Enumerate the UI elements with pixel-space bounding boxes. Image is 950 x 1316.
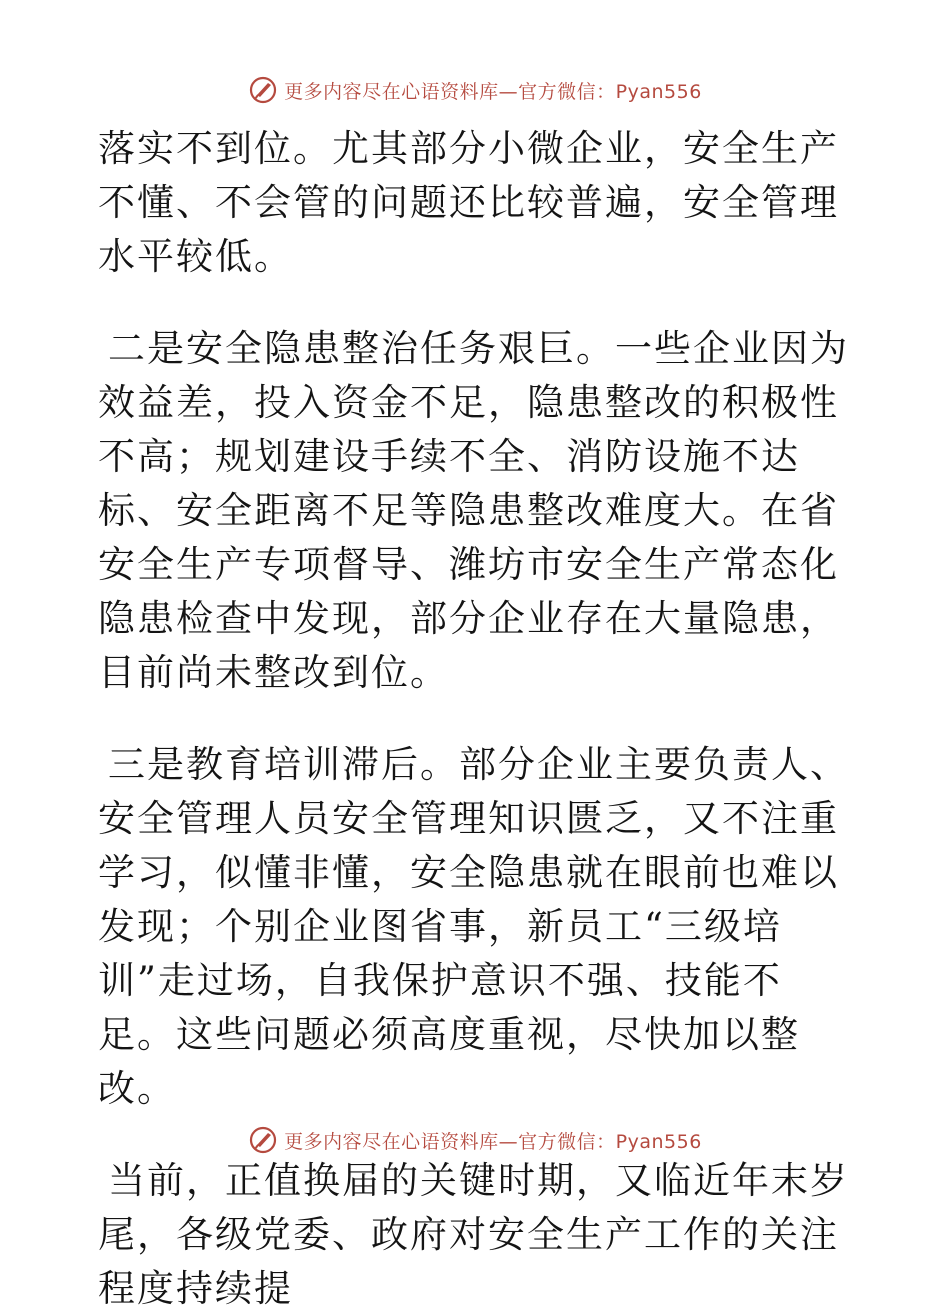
paragraph: 落实不到位。尤其部分小微企业，安全生产不懂、不会管的问题还比较普遍，安全管理水平较低。	[98, 127, 839, 278]
watermark-banner-top	[0, 72, 950, 108]
quill-logo-icon	[248, 75, 278, 105]
paragraph: 三是教育培训滞后。部分企业主要负责人、安全管理人员安全管理知识匮乏，又不注重学习，似懂非懂，安全隐患就在眼前也难以发现；个别企业图省事，新员工“三级培训”走过场，自我保护意识不强、技能不足。这些问题必须高度重视，尽快加以整改。	[98, 743, 849, 1110]
watermark-banner-bottom	[0, 1122, 950, 1158]
paragraph: 当前，正值换届的关键时期，又临近年末岁尾，各级党委、政府对安全生产工作的关注程度持续提	[98, 1159, 849, 1310]
paragraph: 二是安全隐患整治任务艰巨。一些企业因为效益差，投入资金不足，隐患整改的积极性不高；规划建设手续不全、消防设施不达标、安全距离不足等隐患整改难度大。在省安全生产专项督导、潍坊市安全生产常态化隐患检查中发现，部分企业存在大量隐患，目前尚未整改到位。	[98, 327, 849, 694]
watermark-text: 更多内容尽在心语资料库—官方微信：Pyan556	[284, 1130, 702, 1153]
watermark-text: 更多内容尽在心语资料库—官方微信：Pyan556	[284, 80, 702, 103]
quill-logo-icon	[248, 1125, 278, 1155]
